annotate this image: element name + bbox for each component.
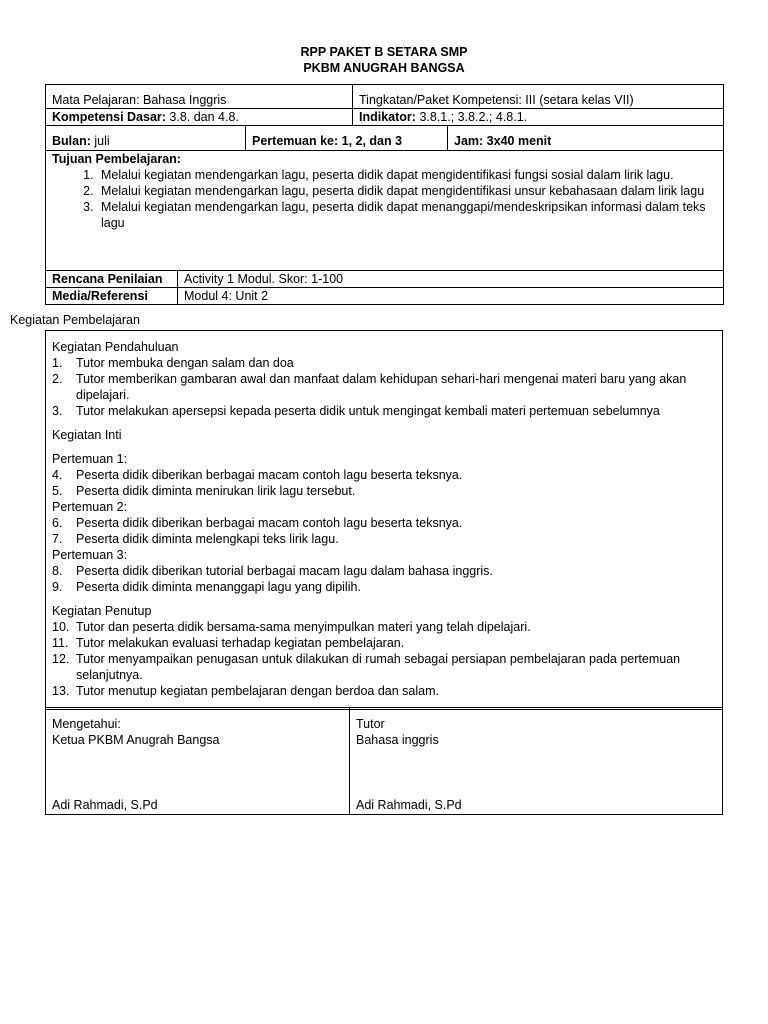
list-item: 7. Peserta didik diminta melengkapi teks lirik lagu.	[52, 532, 339, 546]
list-item: 6. Peserta didik diberikan berbagai macam contoh lagu beserta teksnya.	[52, 516, 463, 530]
penilaian-value: Activity 1 Modul. Skor: 1-100	[178, 271, 724, 288]
tujuan-item: 3. Melalui kegiatan mendengarkan lagu, peserta didik dapat menanggapi/mendeskripsikan informasi dalam teks lagu	[97, 199, 717, 231]
list-item: 11. Tutor melakukan evaluasi terhadap kegiatan pembelajaran.	[52, 636, 405, 650]
tujuan-item: 1. Melalui kegiatan mendengarkan lagu, peserta didik dapat mengidentifikasi fungsi sosial dalam lirik lagu.	[97, 167, 717, 183]
list-item: 3. Tutor melakukan apersepsi kepada peserta didik untuk mengingat kembali materi pertemuan sebelumnya	[52, 404, 660, 418]
list-item: 13. Tutor menutup kegiatan pembelajaran dengan berdoa dan salam.	[52, 684, 439, 698]
list-item: 4. Peserta didik diberikan berbagai macam contoh lagu beserta teksnya.	[52, 468, 463, 482]
kompetensi-dasar-cell: Kompetensi Dasar: 3.8. dan 4.8.	[46, 109, 353, 126]
document-title: RPP PAKET B SETARA SMP	[300, 45, 468, 59]
pertemuan-3-title: Pertemuan 3:	[52, 548, 128, 562]
signature-box	[45, 707, 723, 815]
pendahuluan-title: Kegiatan Pendahuluan	[52, 340, 179, 354]
penutup-title: Kegiatan Penutup	[52, 604, 152, 618]
signature-right	[350, 708, 722, 814]
mengetahui-label: Mengetahui:	[52, 717, 121, 731]
pertemuan-2-title: Pertemuan 2:	[52, 500, 128, 514]
tujuan-label: Tujuan Pembelajaran:	[52, 152, 181, 166]
list-item: 2. Tutor memberikan gambaran awal dan manfaat dalam kehidupan sehari-hari mengenai materi baru yang akan dipelajari.	[52, 372, 687, 402]
kegiatan-box	[45, 330, 723, 710]
penilaian-label: Rencana Penilaian	[46, 271, 178, 288]
signatory-name-left: Adi Rahmadi, S.Pd	[52, 798, 158, 812]
mapel-cell: Mata Pelajaran: Bahasa Inggris	[46, 85, 353, 109]
pertemuan-cell: Pertemuan ke: 1, 2, dan 3	[246, 126, 448, 151]
indikator-cell: Indikator: 3.8.1.; 3.8.2.; 4.8.1.	[353, 109, 724, 126]
list-item: 5. Peserta didik diminta menirukan lirik lagu tersebut.	[52, 484, 356, 498]
bulan-cell: Bulan: juli	[46, 126, 246, 151]
list-item: 10. Tutor dan peserta didik bersama-sama menyimpulkan materi yang telah dipelajari.	[52, 620, 531, 634]
document-subtitle: PKBM ANUGRAH BANGSA	[303, 61, 465, 75]
pertemuan-1-title: Pertemuan 1:	[52, 452, 128, 466]
list-item: 1. Tutor membuka dengan salam dan doa	[52, 356, 294, 370]
tujuan-cell	[46, 151, 724, 271]
subject-label: Bahasa inggris	[356, 733, 439, 747]
media-label: Media/Referensi	[46, 288, 178, 305]
inti-title: Kegiatan Inti	[52, 428, 122, 442]
tingkatan-cell: Tingkatan/Paket Kompetensi: III (setara kelas VII)	[353, 85, 724, 109]
kegiatan-label: Kegiatan Pembelajaran	[10, 313, 140, 327]
media-value: Modul 4: Unit 2	[178, 288, 724, 305]
tujuan-item: 2. Melalui kegiatan mendengarkan lagu, peserta didik dapat mengidentifikasi unsur kebahasaan dalam lirik lagu	[97, 183, 717, 199]
signatory-name-right: Adi Rahmadi, S.Pd	[356, 798, 462, 812]
info-table	[45, 84, 724, 305]
list-item: 8. Peserta didik diberikan tutorial berbagai macam lagu dalam bahasa inggris.	[52, 564, 493, 578]
tutor-label: Tutor	[356, 717, 385, 731]
tujuan-list	[52, 167, 717, 231]
jam-cell: Jam: 3x40 menit	[448, 126, 724, 151]
signature-left	[46, 708, 350, 814]
list-item: 12. Tutor menyampaikan penugasan untuk dilakukan di rumah sebagai persiapan pembelajaran pada pertemuan selanjutnya.	[52, 652, 681, 682]
ketua-label: Ketua PKBM Anugrah Bangsa	[52, 733, 220, 747]
list-item: 9. Peserta didik diminta menanggapi lagu yang dipilih.	[52, 580, 361, 594]
